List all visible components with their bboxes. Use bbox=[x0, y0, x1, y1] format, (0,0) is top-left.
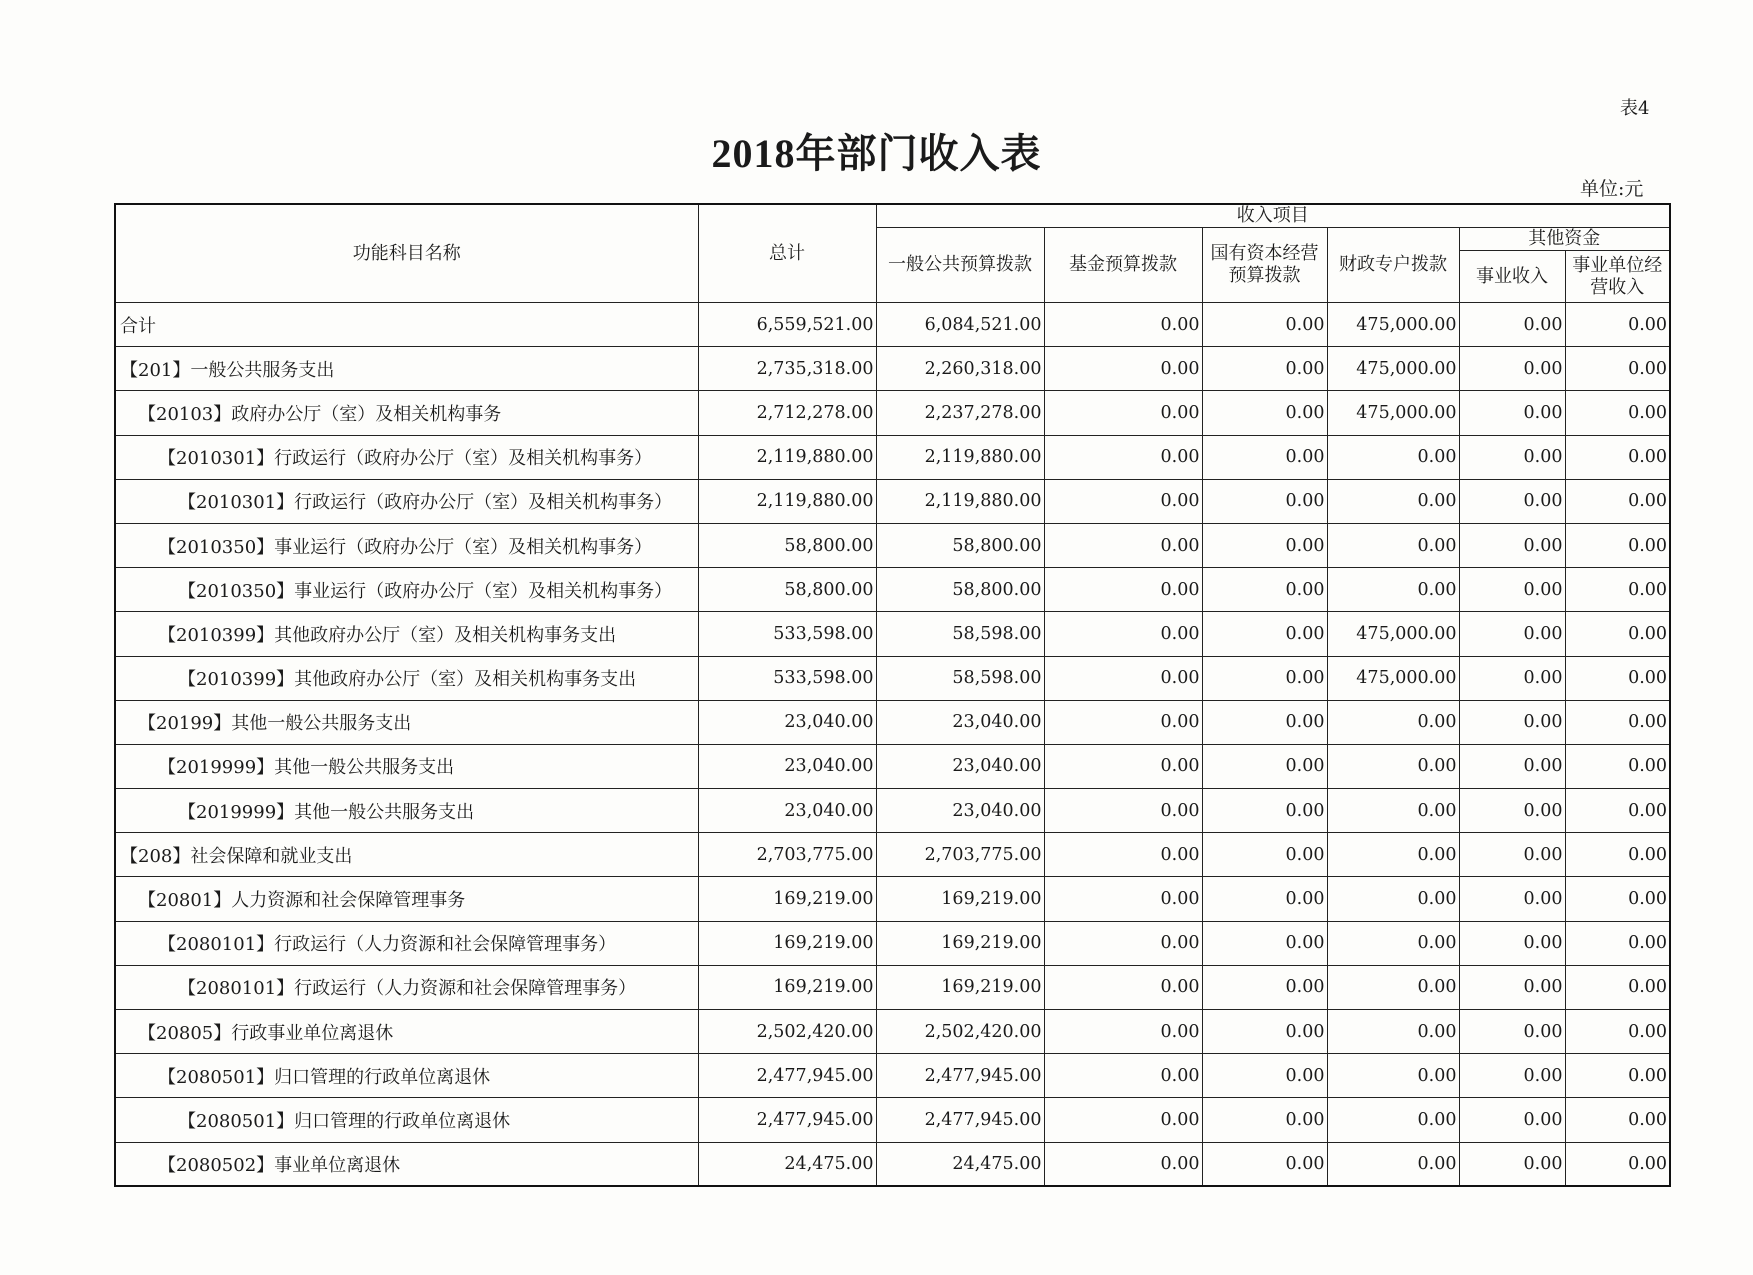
row-state-cell: 0.00 bbox=[1202, 479, 1327, 523]
row-public-cell: 0.00 bbox=[1459, 612, 1565, 656]
table-row bbox=[115, 833, 1670, 877]
row-special-cell: 0.00 bbox=[1327, 877, 1459, 921]
table-row bbox=[115, 347, 1670, 391]
row-operating-cell: 0.00 bbox=[1565, 523, 1670, 567]
row-name-cell: 【20199】其他一般公共服务支出 bbox=[115, 700, 698, 744]
row-general-cell: 58,800.00 bbox=[876, 568, 1044, 612]
row-operating-cell: 0.00 bbox=[1565, 700, 1670, 744]
row-state-cell: 0.00 bbox=[1202, 965, 1327, 1009]
row-general-cell: 23,040.00 bbox=[876, 789, 1044, 833]
row-state-cell: 0.00 bbox=[1202, 656, 1327, 700]
table-row bbox=[115, 1142, 1670, 1186]
table-row bbox=[115, 568, 1670, 612]
row-total-cell: 169,219.00 bbox=[698, 965, 876, 1009]
row-operating-cell: 0.00 bbox=[1565, 1098, 1670, 1142]
row-general-cell: 2,237,278.00 bbox=[876, 391, 1044, 435]
row-fund-cell: 0.00 bbox=[1044, 921, 1202, 965]
row-operating-cell: 0.00 bbox=[1565, 744, 1670, 788]
row-name-cell: 【2019999】其他一般公共服务支出 bbox=[115, 789, 698, 833]
row-special-cell: 0.00 bbox=[1327, 1142, 1459, 1186]
row-public-cell: 0.00 bbox=[1459, 833, 1565, 877]
row-state-cell: 0.00 bbox=[1202, 303, 1327, 347]
row-total-cell: 2,477,945.00 bbox=[698, 1098, 876, 1142]
row-general-cell: 169,219.00 bbox=[876, 921, 1044, 965]
row-operating-cell: 0.00 bbox=[1565, 965, 1670, 1009]
income-table bbox=[114, 203, 1671, 1187]
row-general-cell: 6,084,521.00 bbox=[876, 303, 1044, 347]
col-header-state-capital: 国有资本经营预算拨款 bbox=[1202, 228, 1327, 303]
row-fund-cell: 0.00 bbox=[1044, 612, 1202, 656]
col-header-income-items: 收入项目 bbox=[876, 204, 1670, 228]
row-public-cell: 0.00 bbox=[1459, 744, 1565, 788]
row-total-cell: 169,219.00 bbox=[698, 921, 876, 965]
row-state-cell: 0.00 bbox=[1202, 1010, 1327, 1054]
row-fund-cell: 0.00 bbox=[1044, 391, 1202, 435]
row-special-cell: 0.00 bbox=[1327, 479, 1459, 523]
row-name-cell: 【20103】政府办公厅（室）及相关机构事务 bbox=[115, 391, 698, 435]
row-total-cell: 533,598.00 bbox=[698, 656, 876, 700]
row-total-cell: 169,219.00 bbox=[698, 877, 876, 921]
row-state-cell: 0.00 bbox=[1202, 568, 1327, 612]
row-public-cell: 0.00 bbox=[1459, 347, 1565, 391]
row-special-cell: 0.00 bbox=[1327, 965, 1459, 1009]
row-general-cell: 2,502,420.00 bbox=[876, 1010, 1044, 1054]
row-public-cell: 0.00 bbox=[1459, 1098, 1565, 1142]
row-public-cell: 0.00 bbox=[1459, 1142, 1565, 1186]
table-row bbox=[115, 303, 1670, 347]
row-special-cell: 0.00 bbox=[1327, 435, 1459, 479]
row-special-cell: 0.00 bbox=[1327, 921, 1459, 965]
page-title: 2018年部门收入表 bbox=[711, 131, 1042, 176]
col-header-total: 总计 bbox=[698, 204, 876, 303]
table-row bbox=[115, 656, 1670, 700]
row-state-cell: 0.00 bbox=[1202, 789, 1327, 833]
row-state-cell: 0.00 bbox=[1202, 1142, 1327, 1186]
row-special-cell: 0.00 bbox=[1327, 700, 1459, 744]
table-row bbox=[115, 1098, 1670, 1142]
row-name-cell: 【2010301】行政运行（政府办公厅（室）及相关机构事务） bbox=[115, 435, 698, 479]
row-state-cell: 0.00 bbox=[1202, 435, 1327, 479]
row-name-cell: 【208】社会保障和就业支出 bbox=[115, 833, 698, 877]
row-public-cell: 0.00 bbox=[1459, 1054, 1565, 1098]
col-header-public-service-income: 事业收入 bbox=[1459, 251, 1565, 303]
row-total-cell: 2,477,945.00 bbox=[698, 1054, 876, 1098]
row-name-cell: 【20805】行政事业单位离退休 bbox=[115, 1010, 698, 1054]
row-operating-cell: 0.00 bbox=[1565, 612, 1670, 656]
row-fund-cell: 0.00 bbox=[1044, 965, 1202, 1009]
row-fund-cell: 0.00 bbox=[1044, 435, 1202, 479]
row-state-cell: 0.00 bbox=[1202, 612, 1327, 656]
row-public-cell: 0.00 bbox=[1459, 435, 1565, 479]
row-state-cell: 0.00 bbox=[1202, 391, 1327, 435]
row-general-cell: 2,260,318.00 bbox=[876, 347, 1044, 391]
row-operating-cell: 0.00 bbox=[1565, 1054, 1670, 1098]
row-state-cell: 0.00 bbox=[1202, 921, 1327, 965]
row-operating-cell: 0.00 bbox=[1565, 303, 1670, 347]
table-row bbox=[115, 965, 1670, 1009]
row-general-cell: 169,219.00 bbox=[876, 965, 1044, 1009]
row-total-cell: 58,800.00 bbox=[698, 523, 876, 567]
row-special-cell: 475,000.00 bbox=[1327, 347, 1459, 391]
row-public-cell: 0.00 bbox=[1459, 568, 1565, 612]
row-fund-cell: 0.00 bbox=[1044, 700, 1202, 744]
table-row bbox=[115, 1054, 1670, 1098]
row-public-cell: 0.00 bbox=[1459, 303, 1565, 347]
row-special-cell: 475,000.00 bbox=[1327, 656, 1459, 700]
row-name-cell: 【2080501】归口管理的行政单位离退休 bbox=[115, 1098, 698, 1142]
row-name-cell: 【2010350】事业运行（政府办公厅（室）及相关机构事务） bbox=[115, 568, 698, 612]
row-operating-cell: 0.00 bbox=[1565, 347, 1670, 391]
row-general-cell: 2,119,880.00 bbox=[876, 479, 1044, 523]
row-general-cell: 58,598.00 bbox=[876, 656, 1044, 700]
row-state-cell: 0.00 bbox=[1202, 523, 1327, 567]
col-header-special-account: 财政专户拨款 bbox=[1327, 228, 1459, 303]
row-general-cell: 23,040.00 bbox=[876, 700, 1044, 744]
row-operating-cell: 0.00 bbox=[1565, 1142, 1670, 1186]
row-special-cell: 0.00 bbox=[1327, 833, 1459, 877]
row-public-cell: 0.00 bbox=[1459, 789, 1565, 833]
row-total-cell: 2,735,318.00 bbox=[698, 347, 876, 391]
row-state-cell: 0.00 bbox=[1202, 1098, 1327, 1142]
table-row bbox=[115, 877, 1670, 921]
row-name-cell: 【2080502】事业单位离退休 bbox=[115, 1142, 698, 1186]
row-fund-cell: 0.00 bbox=[1044, 789, 1202, 833]
row-name-cell: 【2080101】行政运行（人力资源和社会保障管理事务） bbox=[115, 965, 698, 1009]
table-row bbox=[115, 700, 1670, 744]
row-fund-cell: 0.00 bbox=[1044, 656, 1202, 700]
col-header-fund-budget: 基金预算拨款 bbox=[1044, 228, 1202, 303]
row-total-cell: 533,598.00 bbox=[698, 612, 876, 656]
table-row bbox=[115, 612, 1670, 656]
col-header-name: 功能科目名称 bbox=[115, 204, 698, 303]
row-special-cell: 0.00 bbox=[1327, 1098, 1459, 1142]
row-public-cell: 0.00 bbox=[1459, 965, 1565, 1009]
row-total-cell: 2,502,420.00 bbox=[698, 1010, 876, 1054]
row-name-cell: 【2010399】其他政府办公厅（室）及相关机构事务支出 bbox=[115, 656, 698, 700]
row-special-cell: 0.00 bbox=[1327, 1054, 1459, 1098]
row-name-cell: 【2010301】行政运行（政府办公厅（室）及相关机构事务） bbox=[115, 479, 698, 523]
row-public-cell: 0.00 bbox=[1459, 700, 1565, 744]
row-state-cell: 0.00 bbox=[1202, 744, 1327, 788]
row-total-cell: 24,475.00 bbox=[698, 1142, 876, 1186]
row-fund-cell: 0.00 bbox=[1044, 568, 1202, 612]
row-total-cell: 2,119,880.00 bbox=[698, 479, 876, 523]
row-special-cell: 0.00 bbox=[1327, 1010, 1459, 1054]
row-public-cell: 0.00 bbox=[1459, 877, 1565, 921]
row-name-cell: 合计 bbox=[115, 303, 698, 347]
row-name-cell: 【2010350】事业运行（政府办公厅（室）及相关机构事务） bbox=[115, 523, 698, 567]
table-row bbox=[115, 435, 1670, 479]
row-special-cell: 0.00 bbox=[1327, 789, 1459, 833]
table-row bbox=[115, 479, 1670, 523]
row-operating-cell: 0.00 bbox=[1565, 656, 1670, 700]
table-row bbox=[115, 789, 1670, 833]
row-general-cell: 2,703,775.00 bbox=[876, 833, 1044, 877]
table-row bbox=[115, 1010, 1670, 1054]
row-total-cell: 2,119,880.00 bbox=[698, 435, 876, 479]
col-header-general-budget: 一般公共预算拨款 bbox=[876, 228, 1044, 303]
row-operating-cell: 0.00 bbox=[1565, 789, 1670, 833]
table-row bbox=[115, 744, 1670, 788]
row-general-cell: 58,598.00 bbox=[876, 612, 1044, 656]
row-fund-cell: 0.00 bbox=[1044, 1054, 1202, 1098]
row-name-cell: 【2080101】行政运行（人力资源和社会保障管理事务） bbox=[115, 921, 698, 965]
row-total-cell: 58,800.00 bbox=[698, 568, 876, 612]
row-general-cell: 2,119,880.00 bbox=[876, 435, 1044, 479]
row-state-cell: 0.00 bbox=[1202, 1054, 1327, 1098]
row-special-cell: 0.00 bbox=[1327, 568, 1459, 612]
row-public-cell: 0.00 bbox=[1459, 1010, 1565, 1054]
col-header-operating-income: 事业单位经营收入 bbox=[1565, 251, 1670, 303]
row-operating-cell: 0.00 bbox=[1565, 435, 1670, 479]
table-row bbox=[115, 523, 1670, 567]
row-public-cell: 0.00 bbox=[1459, 656, 1565, 700]
row-fund-cell: 0.00 bbox=[1044, 877, 1202, 921]
row-total-cell: 23,040.00 bbox=[698, 700, 876, 744]
row-fund-cell: 0.00 bbox=[1044, 347, 1202, 391]
row-fund-cell: 0.00 bbox=[1044, 479, 1202, 523]
row-special-cell: 475,000.00 bbox=[1327, 391, 1459, 435]
row-special-cell: 0.00 bbox=[1327, 744, 1459, 788]
unit-label: 单位:元 bbox=[1580, 178, 1644, 200]
row-fund-cell: 0.00 bbox=[1044, 833, 1202, 877]
row-name-cell: 【2019999】其他一般公共服务支出 bbox=[115, 744, 698, 788]
row-fund-cell: 0.00 bbox=[1044, 303, 1202, 347]
row-special-cell: 475,000.00 bbox=[1327, 303, 1459, 347]
row-state-cell: 0.00 bbox=[1202, 700, 1327, 744]
table-body bbox=[115, 303, 1670, 1187]
row-general-cell: 169,219.00 bbox=[876, 877, 1044, 921]
row-state-cell: 0.00 bbox=[1202, 877, 1327, 921]
row-name-cell: 【20801】人力资源和社会保障管理事务 bbox=[115, 877, 698, 921]
row-operating-cell: 0.00 bbox=[1565, 833, 1670, 877]
row-general-cell: 23,040.00 bbox=[876, 744, 1044, 788]
row-name-cell: 【2010399】其他政府办公厅（室）及相关机构事务支出 bbox=[115, 612, 698, 656]
row-special-cell: 0.00 bbox=[1327, 523, 1459, 567]
row-public-cell: 0.00 bbox=[1459, 523, 1565, 567]
row-public-cell: 0.00 bbox=[1459, 921, 1565, 965]
row-total-cell: 23,040.00 bbox=[698, 789, 876, 833]
row-general-cell: 2,477,945.00 bbox=[876, 1098, 1044, 1142]
row-operating-cell: 0.00 bbox=[1565, 391, 1670, 435]
row-public-cell: 0.00 bbox=[1459, 479, 1565, 523]
row-total-cell: 23,040.00 bbox=[698, 744, 876, 788]
row-fund-cell: 0.00 bbox=[1044, 1098, 1202, 1142]
row-name-cell: 【201】一般公共服务支出 bbox=[115, 347, 698, 391]
row-operating-cell: 0.00 bbox=[1565, 1010, 1670, 1054]
table-row bbox=[115, 391, 1670, 435]
row-special-cell: 475,000.00 bbox=[1327, 612, 1459, 656]
table-number: 表4 bbox=[1620, 98, 1650, 119]
row-operating-cell: 0.00 bbox=[1565, 568, 1670, 612]
row-general-cell: 58,800.00 bbox=[876, 523, 1044, 567]
row-total-cell: 6,559,521.00 bbox=[698, 303, 876, 347]
row-fund-cell: 0.00 bbox=[1044, 523, 1202, 567]
row-state-cell: 0.00 bbox=[1202, 347, 1327, 391]
row-name-cell: 【2080501】归口管理的行政单位离退休 bbox=[115, 1054, 698, 1098]
row-public-cell: 0.00 bbox=[1459, 391, 1565, 435]
row-total-cell: 2,703,775.00 bbox=[698, 833, 876, 877]
row-fund-cell: 0.00 bbox=[1044, 1142, 1202, 1186]
row-operating-cell: 0.00 bbox=[1565, 877, 1670, 921]
table-row bbox=[115, 921, 1670, 965]
row-fund-cell: 0.00 bbox=[1044, 1010, 1202, 1054]
row-operating-cell: 0.00 bbox=[1565, 479, 1670, 523]
row-general-cell: 2,477,945.00 bbox=[876, 1054, 1044, 1098]
row-operating-cell: 0.00 bbox=[1565, 921, 1670, 965]
row-general-cell: 24,475.00 bbox=[876, 1142, 1044, 1186]
row-fund-cell: 0.00 bbox=[1044, 744, 1202, 788]
row-state-cell: 0.00 bbox=[1202, 833, 1327, 877]
row-total-cell: 2,712,278.00 bbox=[698, 391, 876, 435]
col-header-other-funds: 其他资金 bbox=[1459, 228, 1670, 251]
